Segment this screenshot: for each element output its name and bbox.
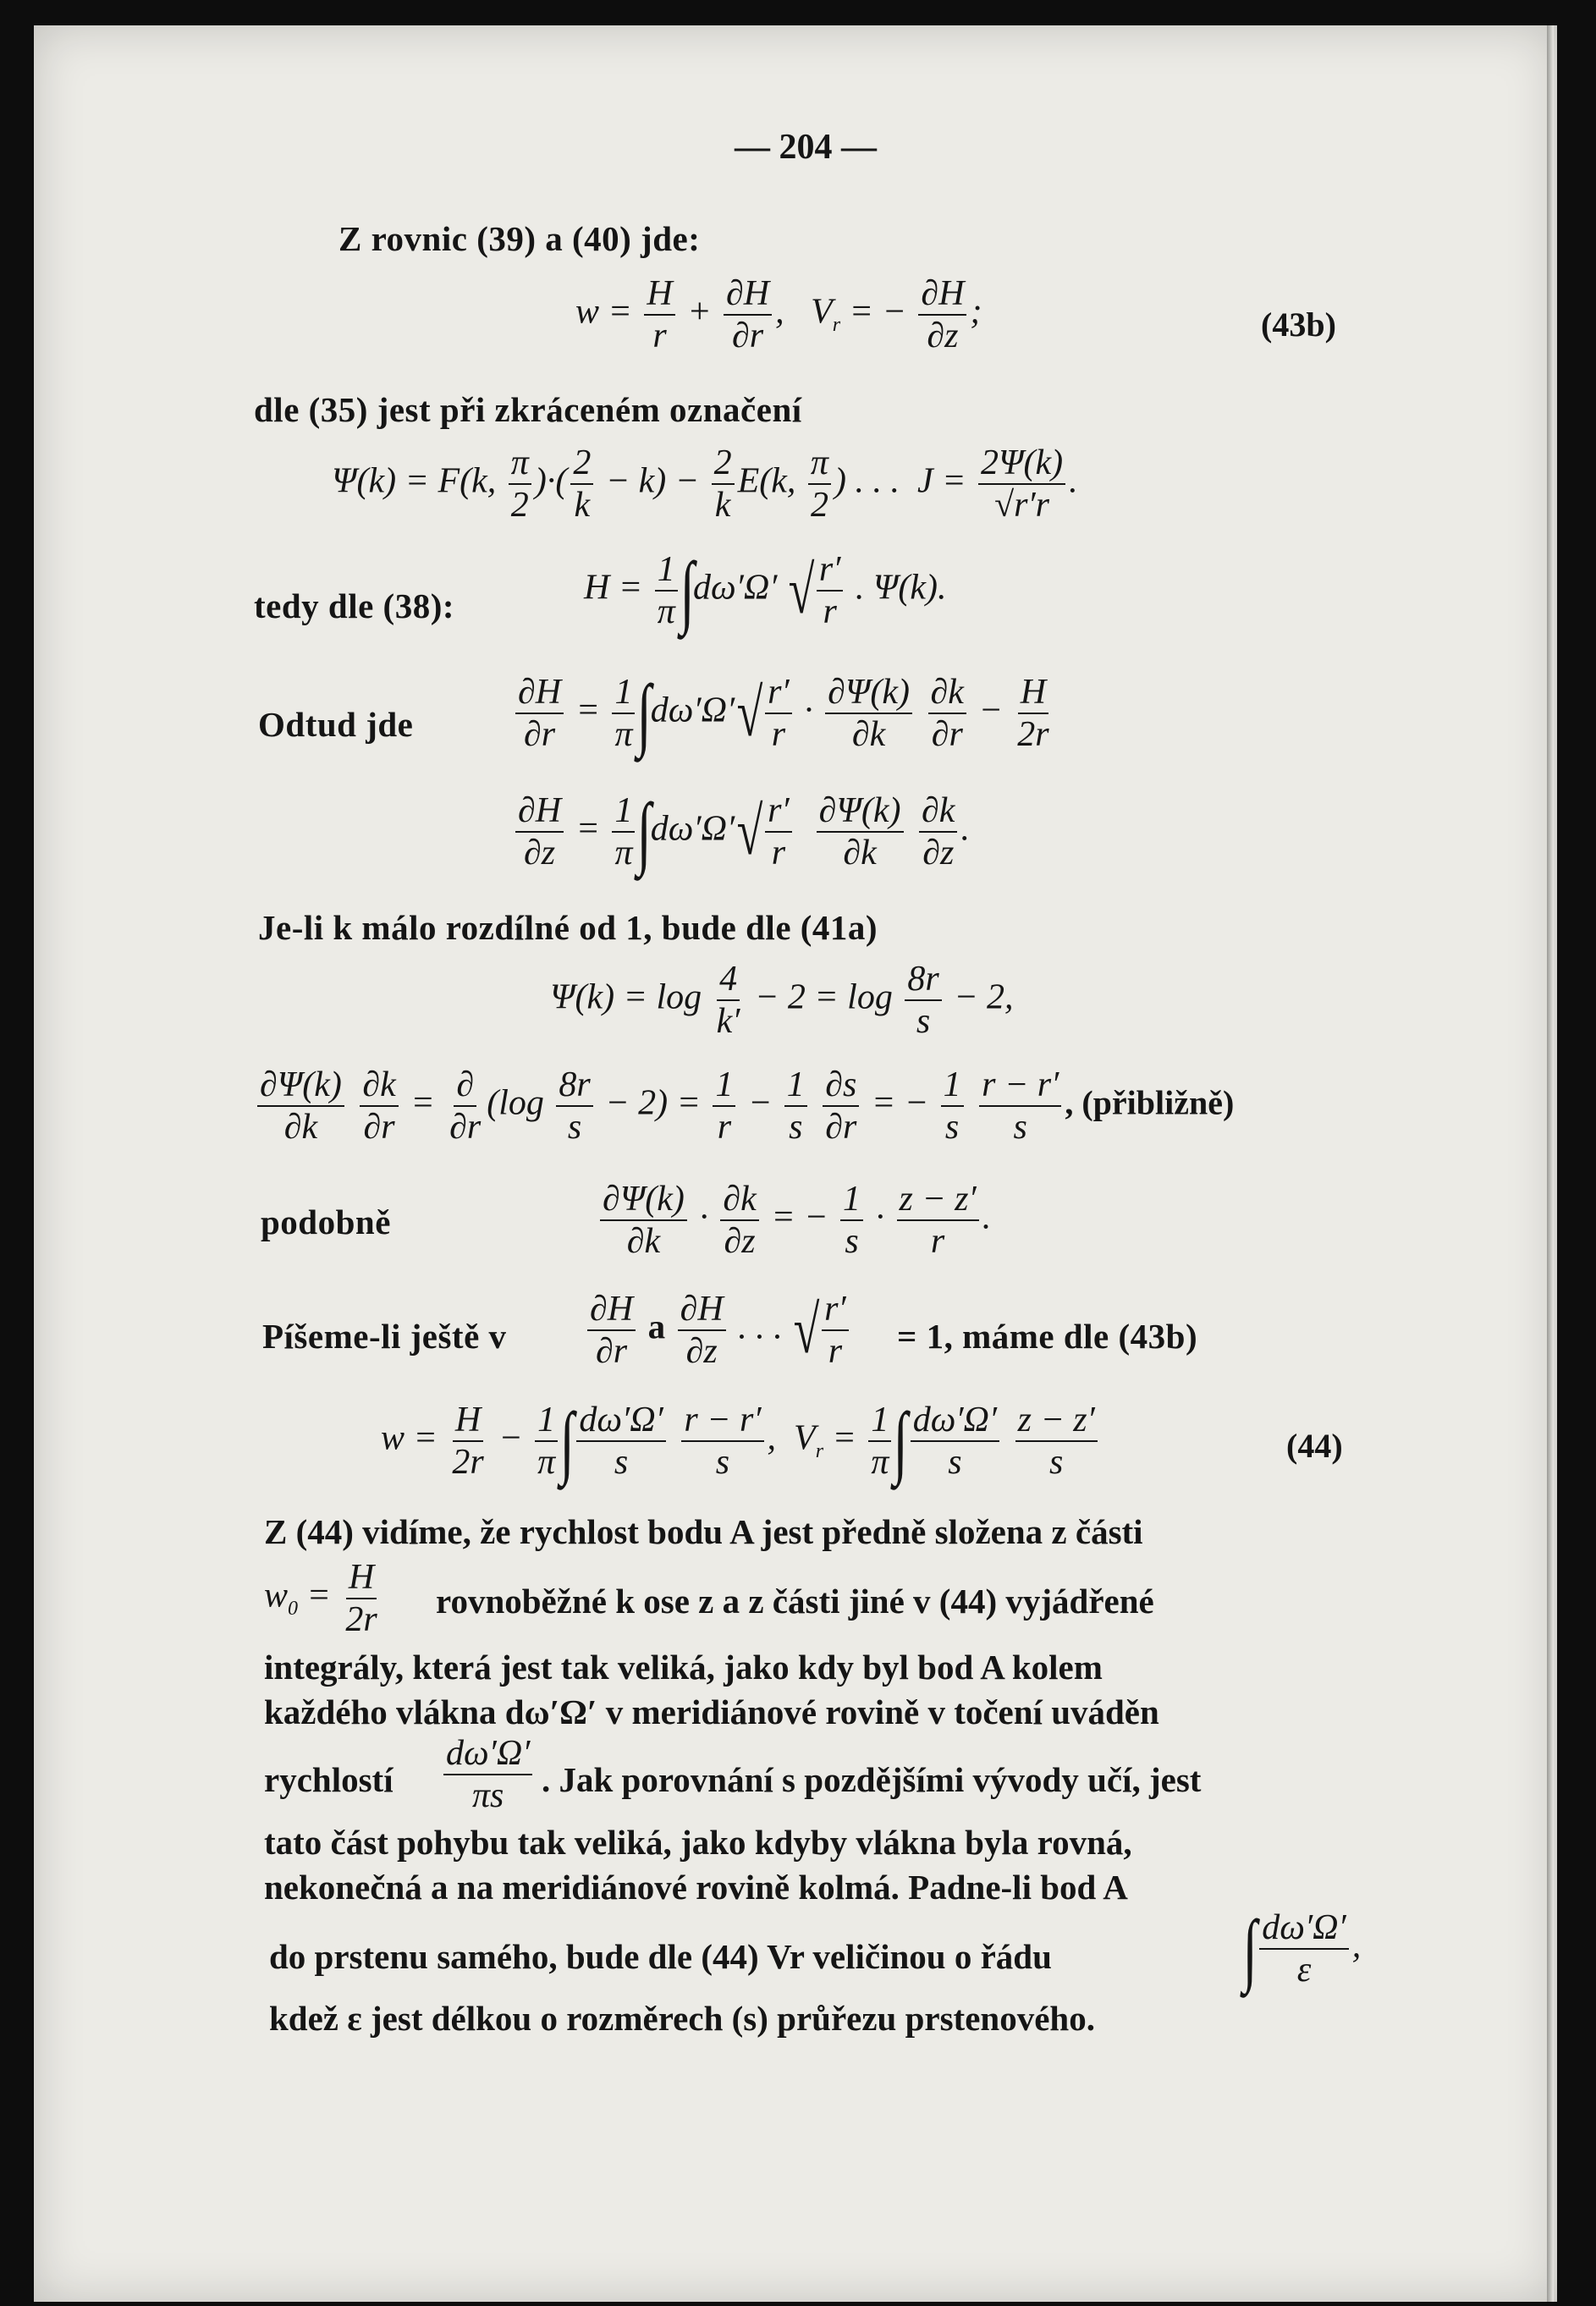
piseme-end-text: = 1, máme dle (43b) — [897, 1317, 1198, 1356]
tedy-text: tedy dle (38): — [254, 586, 455, 625]
equation-w0: $w_0$ = $\frac{H}{2r}$ — [264, 1558, 377, 1640]
equation-dH-dz: $\frac{\partial H}{\partial z}$ = $\frac{1}{\pi}$ ∫dω′Ω′√ $\frac{r'}{r}$ $\frac{\partial\Psi(k)}{\partial k}$ $\frac{\partial k}{\partial z}$ . — [512, 791, 970, 872]
paragraph-line-5a: rychlostí — [264, 1760, 393, 1799]
equation-dpsi-dz: $\frac{\partial\Psi(k)}{\partial k}$ · $\frac{\partial k}{\partial z}$ = − $\frac{1}{s}$ · $\frac{z - z'}{r}$ . — [597, 1181, 991, 1260]
paragraph-line-9: kdež ε jest délkou o rozměrech (s) průřezu prstenového. — [269, 1999, 1095, 2038]
equation-label-44: (44) — [1286, 1427, 1343, 1465]
podobne-text: podobně — [261, 1203, 391, 1241]
paragraph-line-1: Z (44) vidíme, že rychlost bodu A jest předně složena z části — [264, 1512, 1143, 1551]
odtud-text: Odtud jde — [258, 705, 414, 744]
equation-label-43b: (43b) — [1261, 305, 1336, 344]
paragraph-line-2: rovnoběžné k ose z a z části jiné v (44) vyjádřené — [436, 1582, 1154, 1621]
equation-piseme: $\frac{\partial H}{\partial r}$ a $\frac{\partial H}{\partial z}$ . . . √ $\frac{r'}{r}$ — [584, 1291, 852, 1370]
page-fold — [1547, 25, 1554, 2302]
equation-44: w = $\frac{H}{2r}$ − $\frac{1}{\pi}$ ∫ $\frac{d\omega'\Omega'}{s}$ $\frac{r - r'}{s}$ , $V_r$ = $\frac{1}{\pi}$ ∫ $\frac{d\omega'\Omega'}{s}$ $\frac{z - z'}{s}$ — [381, 1401, 1101, 1482]
paragraph-line-8: do prstenu samého, bude dle (44) Vr veličinou o řádu — [269, 1937, 1052, 1976]
paragraph-line-7: nekonečná a na meridiánové rovině kolmá. Padne-li bod A — [264, 1868, 1128, 1907]
equation-rychlost: $\frac{d\omega'\Omega'}{\pi s}$ — [440, 1735, 536, 1814]
approx-note: , (přibližně) — [1065, 1083, 1235, 1122]
piseme-text: Píšeme-li ještě v — [262, 1317, 507, 1356]
equation-dpsi-dr: $\frac{\partial\Psi(k)}{\partial k}$ $\frac{\partial k}{\partial r}$ = $\frac{\partial}{\partial r}$ (log $\frac{8r}{s}$ − 2) = $\frac{1}{r}$ − $\frac{1}{s}$ $\frac{\partial s}{\partial r}$ = − $\frac{1}{s}$ $\frac{r - r'}{s}$ , (přibližně) — [254, 1066, 1234, 1146]
equation-dH-dr: $\frac{\partial H}{\partial r}$ = $\frac{1}{\pi}$ ∫dω′Ω′√ $\frac{r'}{r}$ · $\frac{\partial\Psi(k)}{\partial k}$ $\frac{\partial k}{\partial r}$ − $\frac{H}{2r}$ — [512, 673, 1055, 754]
intro-text: Z rovnic (39) a (40) jde: — [338, 219, 701, 258]
paragraph-line-5b: . Jak porovnání s pozdějšími vývody učí, jest — [542, 1760, 1202, 1799]
equation-43b: w = $\frac{H}{r}$ + $\frac{\partial H}{\partial r}$ , $V_r$ = − $\frac{\partial H}{\partial z}$ ; — [575, 274, 982, 356]
piseme-a-text: a — [647, 1307, 666, 1346]
equation-psi-approx: Ψ(k) = log $\frac{4}{k'}$ − 2 = log $\frac{8r}{s}$ − 2, — [550, 960, 1014, 1042]
equation-order: ∫ $\frac{d\omega'\Omega'}{\varepsilon}$ , — [1242, 1903, 1362, 1994]
equation-H: H = $\frac{1}{\pi}$ ∫dω′Ω′ √ $\frac{r'}{r}$ . Ψ(k). — [584, 545, 947, 636]
paragraph-line-6: tato část pohybu tak veliká, jako kdyby vlákna byla rovná, — [264, 1823, 1132, 1862]
paragraph-line-4: každého vlákna dω′Ω′ v meridiánové rovině v točení uváděn — [264, 1692, 1159, 1731]
page-number: — 204 — — [735, 128, 877, 167]
jeli-text: Je-li k málo rozdílné od 1, bude dle (41a) — [258, 908, 878, 947]
dle35-text: dle (35) jest při zkráceném označení — [254, 390, 802, 429]
paragraph-line-3: integrály, která jest tak veliká, jako kdy byl bod A kolem — [264, 1648, 1103, 1687]
equation-psi-definition: Ψ(k) = F(k, $\frac{\pi}{2}$ )·( $\frac{2}{k}$ − k) − $\frac{2}{k}$ E(k, $\frac{\pi}{2}$ ) . . . J = $\frac{2\Psi(k)}{√r'r}$ . — [332, 443, 1078, 526]
